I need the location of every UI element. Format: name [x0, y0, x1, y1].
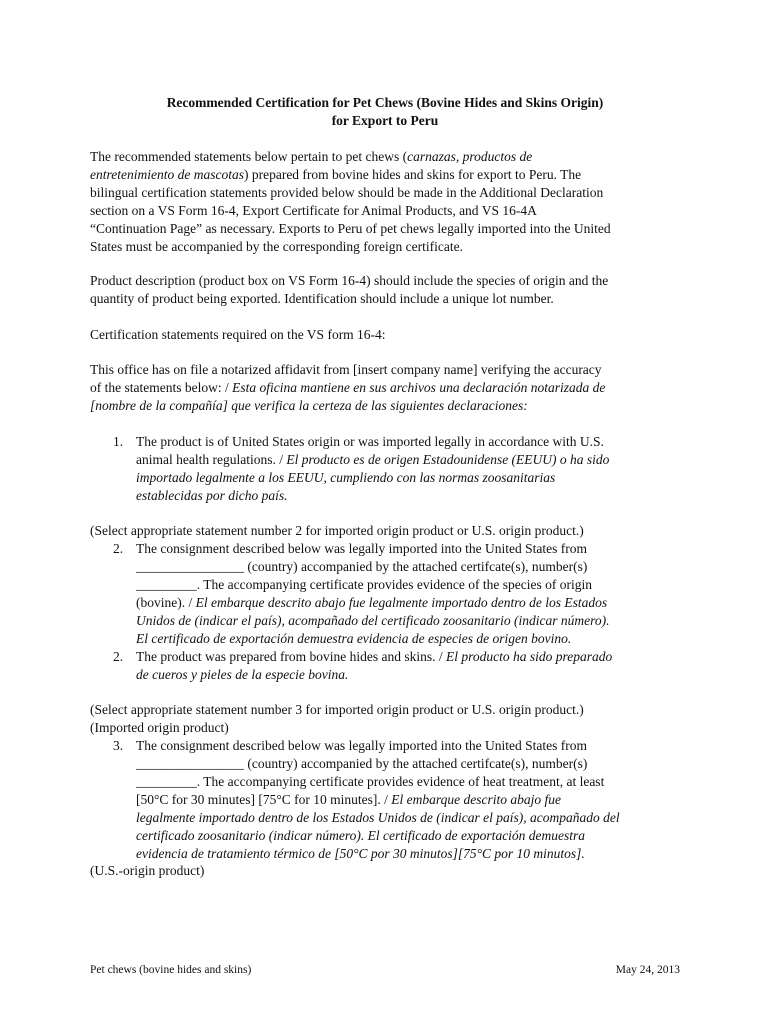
intro-paragraph — [90, 148, 690, 256]
title-line-2: for Export to Peru — [331, 113, 439, 128]
item-2b-statement — [136, 648, 691, 684]
item-1-spanish: establecidas por dicho país. — [136, 488, 288, 503]
item-2a-line: The consignment described below was legally imported into the United States from — [136, 541, 588, 556]
intro-line: States must be accompanied by the corresponding foreign certificate. — [90, 239, 463, 254]
item-3-line: ________________ (country) accompanied by the attached certifcate(s), number(s) — [136, 756, 588, 771]
certification-required-heading: Certification statements required on the VS form 16-4: — [90, 327, 386, 342]
product-description-line: quantity of product being exported. Identification should include a unique lot number. — [90, 291, 554, 306]
footer-date: May 24, 2013 — [615, 964, 680, 976]
page-title — [0, 94, 770, 130]
intro-line: “Continuation Page” as necessary. Exports to Peru of pet chews legally imported into the United — [90, 221, 611, 236]
item-2a-spanish: El embarque descrito abajo fue legalmente importado dentro de los Estados — [195, 595, 608, 610]
item-1-number: 1. — [113, 434, 124, 449]
item-2a-number: 2. — [113, 541, 124, 556]
item-1-statement — [136, 433, 691, 505]
item-2a-spanish: Unidos de (indicar el país), acompañado del certificado zoosanitario (indicar número). — [136, 613, 610, 628]
item-1-line: The product is of United States origin or was imported legally in accordance with U.S. — [136, 434, 604, 449]
item-3-statement — [136, 737, 691, 863]
intro-spanish-term: carnazas, productos de — [407, 149, 533, 164]
intro-text: The recommended statements below pertain to pet chews ( — [90, 149, 408, 164]
us-origin-label: (U.S.-origin product) — [90, 863, 205, 878]
affidavit-paragraph — [90, 361, 690, 415]
item-3-line: _________. The accompanying certificate provides evidence of heat treatment, at least — [136, 774, 605, 789]
item-3-spanish: evidencia de tratamiento térmico de [50°C por 30 minutos][75°C por 10 minutos]. — [136, 846, 585, 861]
affidavit-spanish: [nombre de la compañía] que verifica la certeza de las siguientes declaraciones: — [90, 398, 528, 413]
item-2a-line: _________. The accompanying certificate provides evidence of the species of origin — [136, 577, 592, 592]
select-statement-3-note: (Select appropriate statement number 3 for imported origin product or U.S. origin product.) — [90, 702, 584, 717]
intro-text: ) prepared from bovine hides and skins for export to Peru. The — [243, 167, 582, 182]
affidavit-line: This office has on file a notarized affidavit from [insert company name] verifying the accuracy — [90, 362, 602, 377]
footer-left: Pet chews (bovine hides and skins) — [90, 964, 252, 976]
item-1-text: animal health regulations. / — [136, 452, 287, 467]
item-3-spanish: legalmente importado dentro de los Estados Unidos de (indicar el país), acompañado del — [136, 810, 620, 825]
intro-line: section on a VS Form 16-4, Export Certificate for Animal Products, and VS 16-4A — [90, 203, 537, 218]
product-description-line: Product description (product box on VS Form 16-4) should include the species of origin and the — [90, 273, 609, 288]
item-3-spanish: certificado zoosanitario (indicar número). El certificado de exportación demuestra — [136, 828, 586, 843]
item-2b-spanish: El producto ha sido preparado — [446, 649, 613, 664]
item-2a-statement — [136, 540, 691, 648]
item-2b-text: The product was prepared from bovine hides and skins. / — [136, 649, 447, 664]
intro-spanish-term-cont: entretenimiento de mascotas — [90, 167, 244, 182]
affidavit-text: of the statements below: / — [90, 380, 233, 395]
title-line-1: Recommended Certification for Pet Chews (Bovine Hides and Skins Origin) — [166, 95, 604, 110]
item-2b-number: 2. — [113, 649, 124, 664]
item-2b-spanish: de cueros y pieles de la especie bovina. — [136, 667, 349, 682]
item-3-number: 3. — [113, 738, 124, 753]
intro-line: bilingual certification statements provided below should be made in the Additional Declaration — [90, 185, 604, 200]
imported-origin-label: (Imported origin product) — [90, 720, 229, 735]
item-2a-text: (bovine). / — [136, 595, 196, 610]
item-3-line: The consignment described below was legally imported into the United States from — [136, 738, 588, 753]
item-1-spanish: El producto es de origen Estadounidense (EEUU) o ha sido — [286, 452, 610, 467]
item-3-spanish: El embarque descrito abajo fue — [391, 792, 562, 807]
item-2a-spanish: El certificado de exportación demuestra evidencia de especies de origen bovino. — [136, 631, 572, 646]
affidavit-spanish: Esta oficina mantiene en sus archivos una declaración notarizada de — [232, 380, 606, 395]
item-3-text: [50°C for 30 minutes] [75°C for 10 minutes]. / — [136, 792, 392, 807]
product-description-paragraph — [90, 272, 690, 308]
select-statement-2-note: (Select appropriate statement number 2 for imported origin product or U.S. origin product.) — [90, 523, 584, 538]
item-1-spanish: importado legalmente a los EEUU, cumpliendo con las normas zoosanitarias — [136, 470, 556, 485]
item-2a-line: ________________ (country) accompanied by the attached certifcate(s), number(s) — [136, 559, 588, 574]
